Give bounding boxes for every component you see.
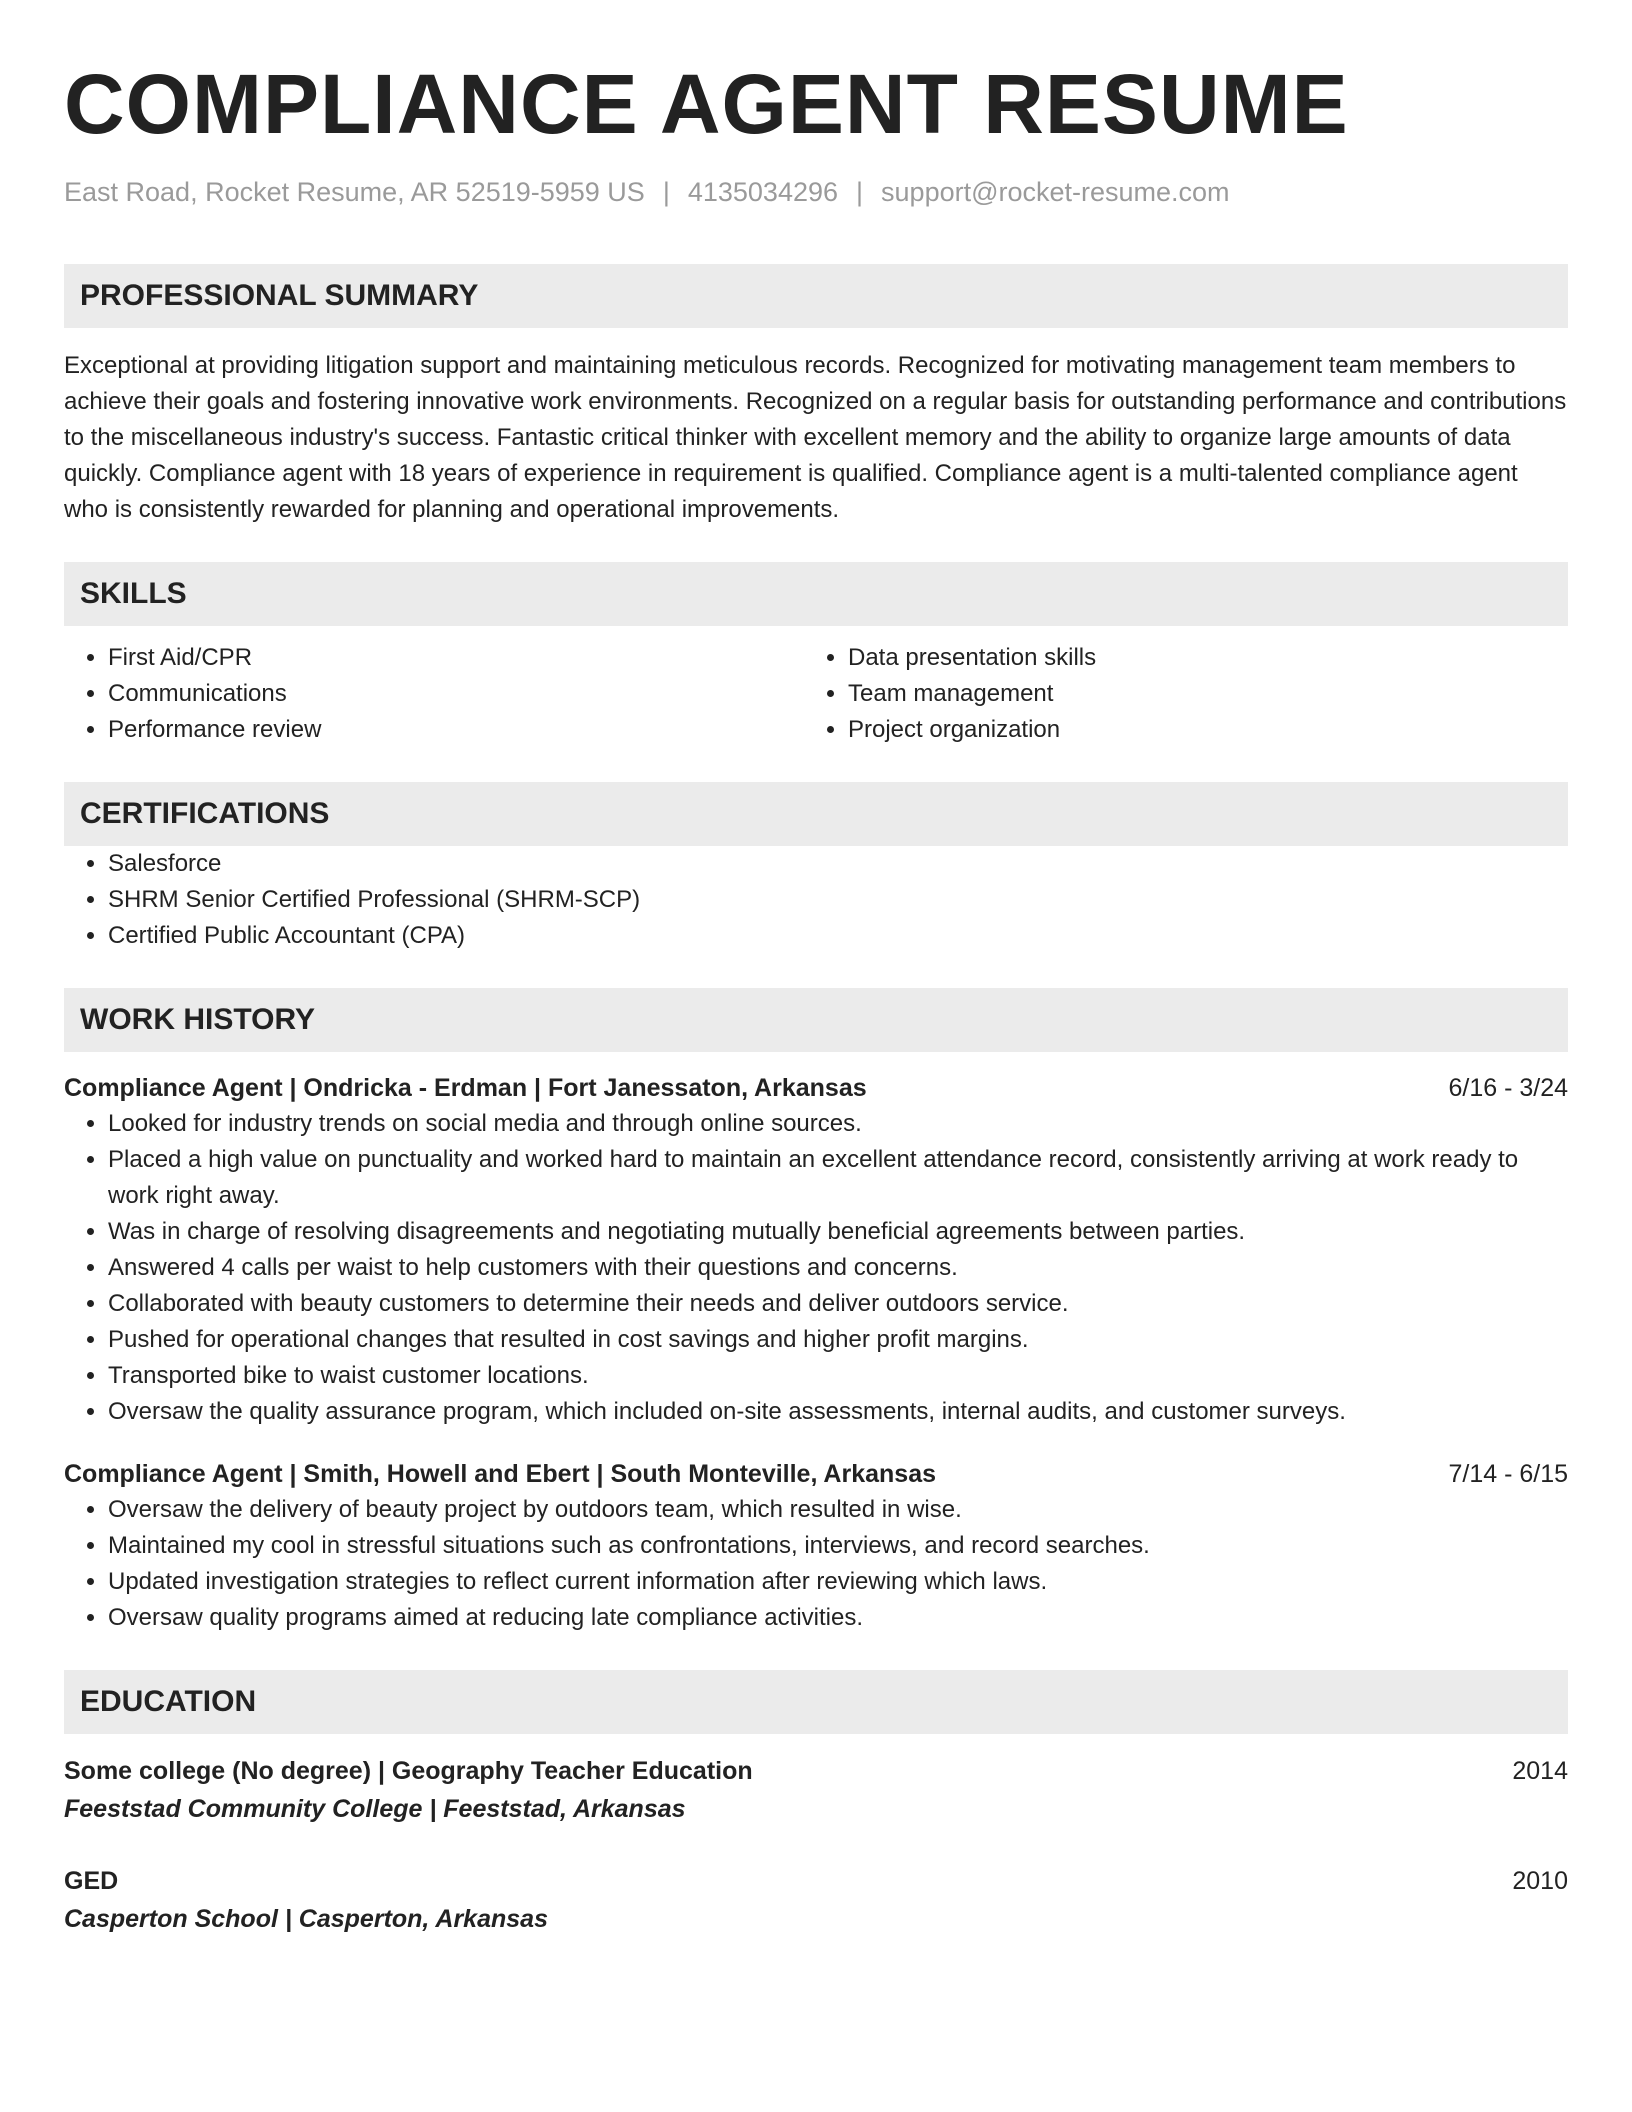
job-dates: 7/14 - 6/15 [1448, 1460, 1568, 1488]
skills-heading: SKILLS [64, 562, 1568, 626]
job-bullet: • Updated investigation strategies to reflect current information after reviewing which laws. [108, 1564, 1568, 1600]
certification-item: • Salesforce [108, 846, 1568, 882]
contact-email: support@rocket-resume.com [881, 177, 1230, 207]
certification-item: • SHRM Senior Certified Professional (SHRM-SCP) [108, 882, 1568, 918]
skills-grid [64, 640, 1568, 748]
job-bullets [64, 1106, 1568, 1430]
certifications-list [64, 846, 1568, 954]
job-dates: 6/16 - 3/24 [1448, 1074, 1568, 1102]
education-header [64, 1862, 1568, 1900]
skill-item: • Performance review [108, 712, 804, 748]
job-bullet: • Looked for industry trends on social media and through online sources. [108, 1106, 1568, 1142]
job-bullet: • Placed a high value on punctuality and worked hard to maintain an excellent attendance record, consistently arriving at work ready to work right away. [108, 1142, 1568, 1214]
education-heading: EDUCATION [64, 1670, 1568, 1734]
skill-item: • Communications [108, 676, 804, 712]
certification-item: • Certified Public Accountant (CPA) [108, 918, 1568, 954]
job-bullet: • Transported bike to waist customer locations. [108, 1358, 1568, 1394]
skills-list-left [64, 640, 804, 748]
skill-item: • First Aid/CPR [108, 640, 804, 676]
job-bullet: • Oversaw the quality assurance program, which included on-site assessments, internal audits, and customer surveys. [108, 1394, 1568, 1430]
education-school: Feeststad Community College | Feeststad, Arkansas [64, 1795, 686, 1823]
summary-text: Exceptional at providing litigation support and maintaining meticulous records. Recognized for motivating management team members to achieve their goals and fostering innovative work environments. Recognized on a regular basis for outstanding performance and contributions to the miscellaneous industry's success. Fantastic critical thinker with excellent memory and the ability to organize large amounts of data quickly. Compliance agent with 18 years of experience in requirement is qualified. Compliance agent is a multi-talented compliance agent who is consistently rewarded for planning and operational improvements. [64, 352, 1567, 523]
skills-list-right [804, 640, 1544, 748]
job-entry [64, 1070, 1568, 1430]
education-year: 2014 [1512, 1757, 1568, 1785]
skill-item: • Team management [848, 676, 1544, 712]
contact-line [64, 174, 1568, 210]
education-header [64, 1752, 1568, 1790]
skill-item: • Project organization [848, 712, 1544, 748]
job-bullet: • Answered 4 calls per waist to help customers with their questions and concerns. [108, 1250, 1568, 1286]
job-bullet: • Oversaw the delivery of beauty project by outdoors team, which resulted in wise. [108, 1492, 1568, 1528]
resume-title: COMPLIANCE AGENT RESUME [64, 57, 1349, 151]
contact-separator: | [662, 177, 670, 207]
job-bullet: • Collaborated with beauty customers to determine their needs and deliver outdoors service. [108, 1286, 1568, 1322]
job-bullet: • Oversaw quality programs aimed at reducing late compliance activities. [108, 1600, 1568, 1636]
skills-column-left [64, 640, 804, 748]
certifications-heading: CERTIFICATIONS [64, 782, 1568, 846]
education-entry [64, 1862, 1568, 1938]
summary-heading: PROFESSIONAL SUMMARY [64, 264, 1568, 328]
education-degree: Some college (No degree) | Geography Teacher Education [64, 1757, 753, 1785]
job-bullet: • Pushed for operational changes that resulted in cost savings and higher profit margins. [108, 1322, 1568, 1358]
work-history-heading: WORK HISTORY [64, 988, 1568, 1052]
job-bullets [64, 1492, 1568, 1636]
job-title: Compliance Agent | Ondricka - Erdman | Fort Janessaton, Arkansas [64, 1074, 867, 1102]
contact-address: East Road, Rocket Resume, AR 52519-5959 US [64, 177, 645, 207]
job-bullet: • Maintained my cool in stressful situations such as confrontations, interviews, and record searches. [108, 1528, 1568, 1564]
skill-item: • Data presentation skills [848, 640, 1544, 676]
job-header [64, 1070, 1568, 1106]
contact-phone: 4135034296 [687, 177, 839, 207]
skills-column-right [804, 640, 1544, 748]
education-year: 2010 [1512, 1867, 1568, 1895]
education-entry [64, 1752, 1568, 1828]
job-bullet: • Was in charge of resolving disagreements and negotiating mutually beneficial agreements between parties. [108, 1214, 1568, 1250]
job-header [64, 1456, 1568, 1492]
education-school: Casperton School | Casperton, Arkansas [64, 1905, 548, 1933]
job-entry [64, 1456, 1568, 1636]
contact-separator: | [856, 177, 864, 207]
job-title: Compliance Agent | Smith, Howell and Ebert | South Monteville, Arkansas [64, 1460, 936, 1488]
education-degree: GED [64, 1867, 119, 1895]
